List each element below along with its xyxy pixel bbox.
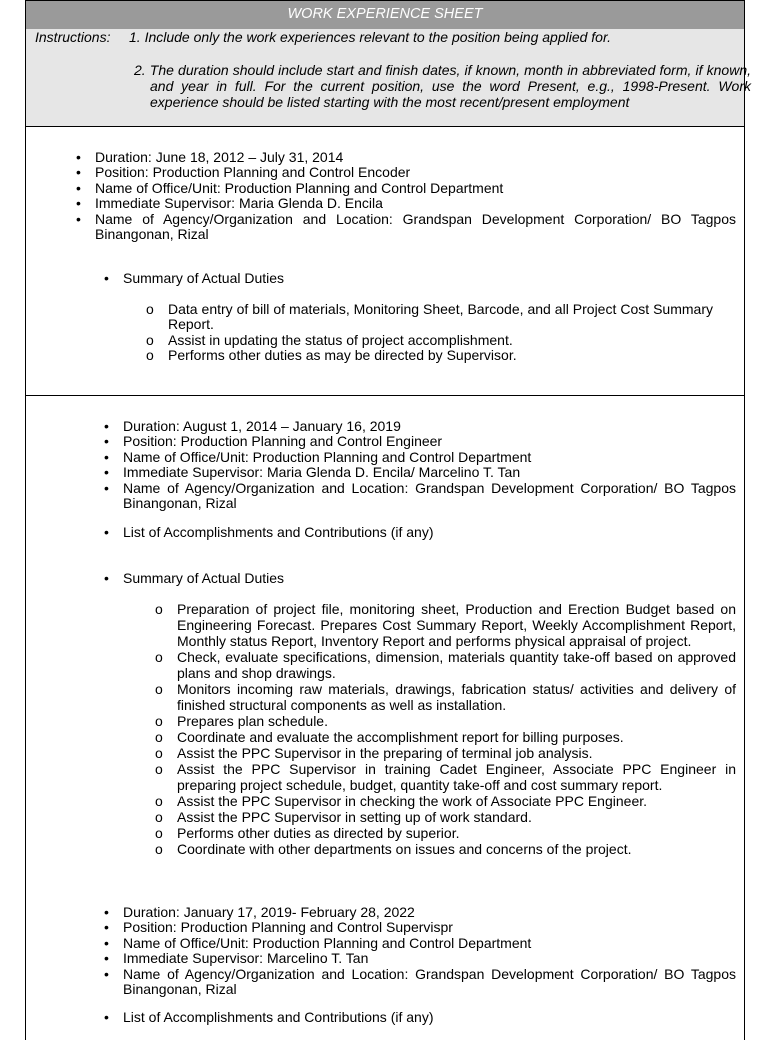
circle-bullet-icon: o xyxy=(155,761,163,777)
entry-3-accomplishments-heading: • List of Accomplishments and Contributions (if any) xyxy=(104,1009,434,1025)
list-item: • Immediate Supervisor: Maria Glenda D. Encila/ Marcelino T. Tan xyxy=(104,464,521,481)
list-item: • Name of Office/Unit: Production Planning and Control Department xyxy=(104,934,532,951)
list-item: o Assist the PPC Supervisor in setting up of work standard. xyxy=(155,809,532,825)
bullet-icon: • xyxy=(104,464,109,481)
instruction-item-2: 2. The duration should include start and finish dates, if known, month in abbreviated form, if known, and year in full. For the current position, use the word Present, e.g., 1998-Present. Work experience should be listed starting with the most recent/present employment xyxy=(134,62,751,110)
bullet-icon: • xyxy=(76,149,81,165)
bullet-icon: • xyxy=(104,524,109,540)
list-item: o Monitors incoming raw materials, drawings, fabrication status/ activities and delivery of finished structural components as well as installation. xyxy=(155,681,736,713)
list-item: o Data entry of bill of materials, Monitoring Sheet, Barcode, and all Project Cost Summary Report. xyxy=(146,301,713,333)
instructions-box xyxy=(26,29,751,127)
list-item: • Position: Production Planning and Control Encoder xyxy=(76,164,411,181)
bullet-icon: • xyxy=(104,270,109,286)
list-item: • Name of Office/Unit: Production Planning and Control Department xyxy=(104,448,532,465)
list-item: o Performs other duties as directed by superior. xyxy=(155,825,460,841)
list-item: o Coordinate and evaluate the accomplishment report for billing purposes. xyxy=(155,729,624,745)
bullet-icon: • xyxy=(104,418,109,434)
bullet-icon: • xyxy=(104,919,109,936)
bullet-icon: • xyxy=(104,950,109,967)
circle-bullet-icon: o xyxy=(155,841,163,857)
entry-2-summary-heading: • Summary of Actual Duties xyxy=(104,570,285,586)
list-item: o Preparation of project file, monitoring sheet, Production and Erection Budget based on Engineering Forecast. Prepares Cost Summary Report, Weekly Accomplishment Report, Monthly status Report, Inventory Report and performs physical appraisal of project. xyxy=(155,601,736,649)
list-item: • Duration: August 1, 2014 – January 16, 2019 xyxy=(104,418,401,434)
list-item: • Name of Agency/Organization and Location: Grandspan Development Corporation/ BO Tagpos Binangonan, Rizal xyxy=(104,965,736,998)
entry-2-duties xyxy=(155,601,736,857)
entry-2-details xyxy=(104,418,736,512)
list-item: o Assist the PPC Supervisor in checking the work of Associate PPC Engineer. xyxy=(155,793,648,809)
list-item: • Name of Agency/Organization and Location: Grandspan Development Corporation/ BO Tagpos Binangonan, Rizal xyxy=(76,210,736,243)
list-item: o Coordinate with other departments on issues and concerns of the project. xyxy=(155,841,632,857)
sheet-title: WORK EXPERIENCE SHEET xyxy=(26,0,744,30)
bullet-icon: • xyxy=(104,934,109,951)
entry-2-accomplishments-heading: • List of Accomplishments and Contributions (if any) xyxy=(104,524,434,540)
list-item: • Position: Production Planning and Control Engineer xyxy=(104,433,443,450)
bullet-icon: • xyxy=(104,904,109,920)
entry-1-details xyxy=(76,149,736,243)
bullet-icon: • xyxy=(104,570,109,586)
list-item: o Performs other duties as may be directed by Supervisor. xyxy=(146,347,517,364)
list-item: • Duration: June 18, 2012 – July 31, 2014 xyxy=(76,149,344,165)
bullet-icon: • xyxy=(104,448,109,465)
instruction-item-1: 1. Include only the work experiences relevant to the position being applied for. xyxy=(129,29,612,45)
list-item: o Prepares plan schedule. xyxy=(155,713,328,729)
entry-1-summary-heading: • Summary of Actual Duties xyxy=(104,270,285,286)
circle-bullet-icon: o xyxy=(146,331,154,348)
circle-bullet-icon: o xyxy=(155,745,163,761)
bullet-icon: • xyxy=(104,1009,109,1025)
list-item: o Assist in updating the status of project accomplishment. xyxy=(146,331,513,348)
circle-bullet-icon: o xyxy=(146,347,154,364)
list-item: o Check, evaluate specifications, dimension, materials quantity take-off based on approved plans and shop drawings. xyxy=(155,649,736,681)
list-item: • Name of Office/Unit: Production Planning and Control Department xyxy=(76,179,504,196)
circle-bullet-icon: o xyxy=(155,729,163,745)
bullet-icon: • xyxy=(104,479,109,496)
circle-bullet-icon: o xyxy=(155,825,163,841)
entry-1-duties xyxy=(146,301,713,364)
entry-3-details xyxy=(104,904,736,998)
bullet-icon: • xyxy=(104,433,109,450)
list-item: • Immediate Supervisor: Marcelino T. Tan xyxy=(104,950,369,967)
circle-bullet-icon: o xyxy=(155,601,163,617)
bullet-icon: • xyxy=(76,195,81,212)
work-experience-sheet xyxy=(25,0,751,1040)
list-item: • Immediate Supervisor: Maria Glenda D. Encila xyxy=(76,195,383,212)
circle-bullet-icon: o xyxy=(155,649,163,665)
bullet-icon: • xyxy=(76,210,81,227)
list-item: • Name of Agency/Organization and Location: Grandspan Development Corporation/ BO Tagpos Binangonan, Rizal xyxy=(104,479,736,512)
list-item: o Assist the PPC Supervisor in training Cadet Engineer, Associate PPC Engineer in preparing project schedule, budget, quantity take-off and cost summary report. xyxy=(155,761,736,793)
list-item: • Duration: January 17, 2019- February 28, 2022 xyxy=(104,904,415,920)
list-item: o Assist the PPC Supervisor in the preparing of terminal job analysis. xyxy=(155,745,593,761)
entry-divider xyxy=(26,395,744,396)
bullet-icon: • xyxy=(76,179,81,196)
circle-bullet-icon: o xyxy=(155,793,163,809)
instructions-label: Instructions: xyxy=(35,29,111,45)
list-item: • Position: Production Planning and Control Supervispr xyxy=(104,919,453,936)
circle-bullet-icon: o xyxy=(155,681,163,697)
bullet-icon: • xyxy=(104,965,109,982)
circle-bullet-icon: o xyxy=(155,713,163,729)
circle-bullet-icon: o xyxy=(146,301,154,317)
bullet-icon: • xyxy=(76,164,81,181)
circle-bullet-icon: o xyxy=(155,809,163,825)
